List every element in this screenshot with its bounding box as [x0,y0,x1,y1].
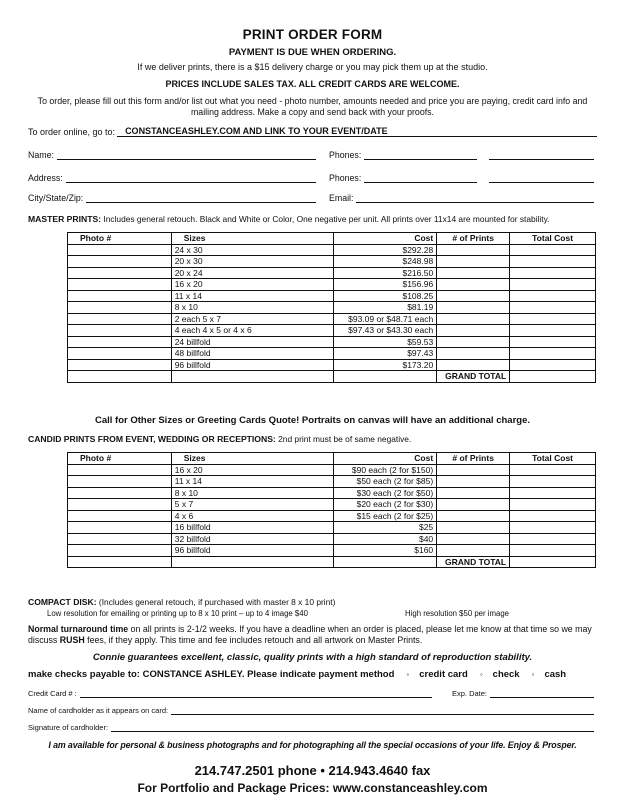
col-sizes: Sizes [171,233,334,245]
prints-cell[interactable] [437,267,510,279]
order-instructions: To order, please fill out this form and/or list out what you need - photo number, amounts needed and price you are paying, credit card info and mailing address. Make a copy and send back with your proofs. [37,96,588,117]
table-row [68,313,596,325]
empty-cell [334,371,437,383]
total-cell[interactable] [510,279,596,291]
prints-cell[interactable] [437,302,510,314]
credit-card-label: Credit Card # : [28,689,77,698]
col-photo: Photo # [68,453,172,465]
photo-cell[interactable] [68,302,172,314]
high-res-option: High resolution $50 per image [405,609,510,618]
candid-prints-note: 2nd print must be of same negative. [278,434,412,444]
table-row [68,487,596,499]
phone-field-3[interactable] [329,172,477,183]
cost-cell: $81.19 [334,302,437,314]
prints-cell[interactable] [437,336,510,348]
total-cell[interactable] [510,302,596,314]
signature-field[interactable] [28,721,594,732]
address-line[interactable] [66,172,316,183]
photo-cell[interactable] [68,336,172,348]
table-row [68,348,596,360]
turnaround-bold: Normal turnaround time [28,624,129,634]
size-cell: 11 x 14 [171,476,333,488]
phone-line-4[interactable] [489,172,594,183]
total-cell[interactable] [510,267,596,279]
cost-cell: $216.50 [334,267,437,279]
table-row [68,510,596,522]
name-line[interactable] [57,149,316,160]
size-cell: 11 x 14 [171,290,334,302]
city-label: City/State/Zip: [28,193,84,203]
email-label: Email: [329,193,354,203]
photo-cell[interactable] [68,290,172,302]
total-cell[interactable] [510,545,596,557]
online-label: To order online, go to: [28,127,116,137]
photo-cell[interactable] [68,510,172,522]
empty-cell [171,556,333,568]
total-cell[interactable] [510,325,596,337]
phone-field-4[interactable] [486,172,594,183]
photo-cell[interactable] [68,313,172,325]
size-cell: 16 x 20 [171,279,334,291]
cardholder-line[interactable] [171,704,594,715]
name-label: Name: [28,150,54,160]
photo-cell[interactable] [68,476,172,488]
col-prints: # of Prints [437,453,510,465]
delivery-notice: If we deliver prints, there is a $15 delivery charge or you may pick them up at the studio. [137,62,488,72]
phone-line-3[interactable] [364,172,477,183]
prints-cell[interactable] [437,464,510,476]
cost-cell: $156.96 [334,279,437,291]
size-cell: 16 billfold [171,522,333,534]
table-row [68,244,596,256]
total-cell[interactable] [510,290,596,302]
exp-date-line[interactable] [490,687,594,698]
payment-method-line [28,669,597,680]
table-row [68,499,596,511]
photo-cell[interactable] [68,499,172,511]
photo-cell[interactable] [68,359,172,371]
check-radio[interactable]: ◦ [479,670,483,679]
size-cell: 20 x 30 [171,256,334,268]
photo-cell[interactable] [68,533,172,545]
turnaround-paragraph [28,624,597,646]
prints-cell[interactable] [437,290,510,302]
cost-cell: $20 each (2 for $30) [334,499,437,511]
table-row [68,279,596,291]
prints-cell[interactable] [437,499,510,511]
total-cell[interactable] [510,522,596,534]
table-header-row [68,453,596,465]
size-cell: 8 x 10 [171,487,333,499]
grand-total-row [68,556,596,568]
city-field[interactable] [28,192,316,203]
prints-cell[interactable] [437,244,510,256]
empty-cell [68,371,172,383]
size-cell: 5 x 7 [171,499,333,511]
cost-cell: $15 each (2 for $25) [334,510,437,522]
cost-cell: $90 each (2 for $150) [334,464,437,476]
size-cell: 4 each 4 x 5 or 4 x 6 [171,325,334,337]
photo-cell[interactable] [68,279,172,291]
size-cell: 96 billfold [171,359,334,371]
empty-cell [334,556,437,568]
exp-date-label: Exp. Date: [452,689,488,698]
size-cell: 16 x 20 [171,464,333,476]
grand-total-row [68,371,596,383]
empty-cell [171,371,334,383]
credit-card-option[interactable]: credit card [419,669,468,680]
master-prints-title: MASTER PRINTS: [28,214,102,224]
payment-text: make checks payable to: CONSTANCE ASHLEY. Please indicate payment method [28,669,395,680]
online-link[interactable]: CONSTANCEASHLEY.COM AND LINK TO YOUR EVENT/DATE [117,126,597,137]
phone-line-2[interactable] [489,149,594,160]
prints-cell[interactable] [437,510,510,522]
credit-card-line[interactable] [80,687,432,698]
col-sizes: Sizes [171,453,333,465]
cost-cell: $40 [334,533,437,545]
total-cell[interactable] [510,256,596,268]
total-cell[interactable] [510,464,596,476]
candid-prints-heading [28,434,597,444]
cost-cell: $108.25 [334,290,437,302]
prints-cell[interactable] [437,522,510,534]
cardholder-label: Name of cardholder as it appears on card: [28,706,169,715]
size-cell: 24 billfold [171,336,334,348]
size-cell: 32 billfold [171,533,333,545]
table-row [68,267,596,279]
size-cell: 24 x 30 [171,244,334,256]
total-cell[interactable] [510,487,596,499]
compact-disk-title: COMPACT DISK: [28,597,97,607]
candid-prints-table [67,452,596,568]
phone-field-2[interactable] [486,149,594,160]
address-label: Address: [28,173,63,183]
phone-field-1[interactable] [329,149,477,160]
compact-disk-note: (Includes general retouch, if purchased with master 8 x 10 print) [98,597,336,607]
cost-cell: $160 [334,545,437,557]
prints-cell[interactable] [437,313,510,325]
table-row [68,464,596,476]
tax-notice: PRICES INCLUDE SALES TAX. ALL CREDIT CARDS ARE WELCOME. [165,79,460,89]
total-cell[interactable] [510,313,596,325]
cost-cell: $59.53 [334,336,437,348]
cash-option[interactable]: cash [544,669,567,680]
phone-fax: 214.747.2501 phone • 214.943.4640 fax [194,763,431,778]
turnaround-text-1: on all prints is 2-1/2 weeks. If you have a deadline when an order is placed, please let me know at that time so we may discuss [28,624,592,645]
total-cell[interactable] [510,533,596,545]
prints-cell[interactable] [437,487,510,499]
availability-statement: I am available for personal & business photographs and for photographing all the special occasions of your life. Enjoy & Prosper. [48,740,577,750]
prints-cell[interactable] [437,256,510,268]
photo-cell[interactable] [68,267,172,279]
cardholder-field[interactable] [28,704,594,715]
candid-prints-title: CANDID PRINTS FROM EVENT, WEDDING OR RECEPTIONS: [28,434,276,444]
size-cell: 20 x 24 [171,267,334,279]
table-row [68,336,596,348]
size-cell: 48 billfold [171,348,334,360]
grand-total-label: GRAND TOTAL [437,556,510,568]
cost-cell: $292.28 [334,244,437,256]
table-row [68,545,596,557]
grand-total-label: GRAND TOTAL [437,371,510,383]
photo-cell[interactable] [68,522,172,534]
total-cell[interactable] [510,499,596,511]
prints-cell[interactable] [437,348,510,360]
table-row [68,522,596,534]
prints-cell[interactable] [437,533,510,545]
col-total: Total Cost [510,453,596,465]
address-field[interactable] [28,172,316,183]
cost-cell: $97.43 [334,348,437,360]
table-row [68,359,596,371]
exp-date-field[interactable] [452,687,594,698]
cost-cell: $25 [334,522,437,534]
total-cell[interactable] [510,359,596,371]
table-row [68,256,596,268]
compact-disk-options [28,609,597,618]
email-line[interactable] [356,192,594,203]
col-cost: Cost [334,453,437,465]
size-cell: 8 x 10 [171,302,334,314]
total-cell[interactable] [510,476,596,488]
total-cell[interactable] [510,510,596,522]
form-title: PRINT ORDER FORM [242,27,383,42]
credit-card-radio[interactable]: ◦ [406,670,410,679]
guarantee-statement: Connie guarantees excellent, classic, quality prints with a high standard of reproduction stability. [92,652,533,663]
photo-cell[interactable] [68,348,172,360]
prints-cell[interactable] [437,476,510,488]
payment-notice: PAYMENT IS DUE WHEN ORDERING. [228,47,397,58]
prints-cell[interactable] [437,279,510,291]
cost-cell: $30 each (2 for $50) [334,487,437,499]
cost-cell: $248.98 [334,256,437,268]
empty-cell [68,556,172,568]
photo-cell[interactable] [68,325,172,337]
low-res-option: Low resolution for emailing or printing up to 8 x 10 print – up to 4 image $40 [47,609,308,618]
table-row [68,533,596,545]
table-row [68,290,596,302]
col-photo: Photo # [68,233,172,245]
check-option[interactable]: check [492,669,520,680]
col-total: Total Cost [510,233,596,245]
total-cell[interactable] [510,336,596,348]
total-cell[interactable] [510,348,596,360]
cost-cell: $97.43 or $43.30 each [334,325,437,337]
grand-total-cell[interactable] [510,371,596,383]
email-field[interactable] [329,192,594,203]
cost-cell: $93.09 or $48.71 each [334,313,437,325]
portfolio-link: For Portfolio and Package Prices: www.constanceashley.com [137,781,488,795]
prints-cell[interactable] [437,325,510,337]
phones-label: Phones: [329,150,362,160]
col-cost: Cost [334,233,437,245]
photo-cell[interactable] [68,256,172,268]
table-header-row [68,233,596,245]
cost-cell: $50 each (2 for $85) [334,476,437,488]
photo-cell[interactable] [68,545,172,557]
photo-cell[interactable] [68,244,172,256]
signature-label: Signature of cardholder: [28,723,109,732]
prints-cell[interactable] [437,545,510,557]
compact-disk-heading [28,597,597,607]
total-cell[interactable] [510,244,596,256]
signature-line[interactable] [111,721,594,732]
turnaround-text-2: fees, if they apply. This time and fee includes retouch and all artwork on Master Prints. [84,635,423,645]
size-cell: 96 billfold [171,545,333,557]
name-field[interactable] [28,149,316,160]
master-prints-table [67,232,596,383]
cash-radio[interactable]: ◦ [531,670,535,679]
table-row [68,476,596,488]
master-prints-heading [28,214,597,224]
col-prints: # of Prints [437,233,510,245]
cost-cell: $173.20 [334,359,437,371]
size-cell: 2 each 5 x 7 [171,313,334,325]
size-cell: 4 x 6 [171,510,333,522]
rush-bold: RUSH [59,635,85,645]
grand-total-cell[interactable] [510,556,596,568]
city-line[interactable] [86,192,316,203]
online-order-line [28,126,597,137]
phone-line-1[interactable] [364,149,477,160]
credit-card-field[interactable] [28,687,432,698]
photo-cell[interactable] [68,464,172,476]
call-for-quote-note: Call for Other Sizes or Greeting Cards Quote! Portraits on canvas will have an additional charge. [95,415,530,426]
table-row [68,302,596,314]
phones-label-2: Phones: [329,173,362,183]
master-prints-note: Includes general retouch. Black and White or Color, One negative per unit. All prints over 11x14 are mounted for stability. [103,214,550,224]
prints-cell[interactable] [437,359,510,371]
photo-cell[interactable] [68,487,172,499]
table-row [68,325,596,337]
